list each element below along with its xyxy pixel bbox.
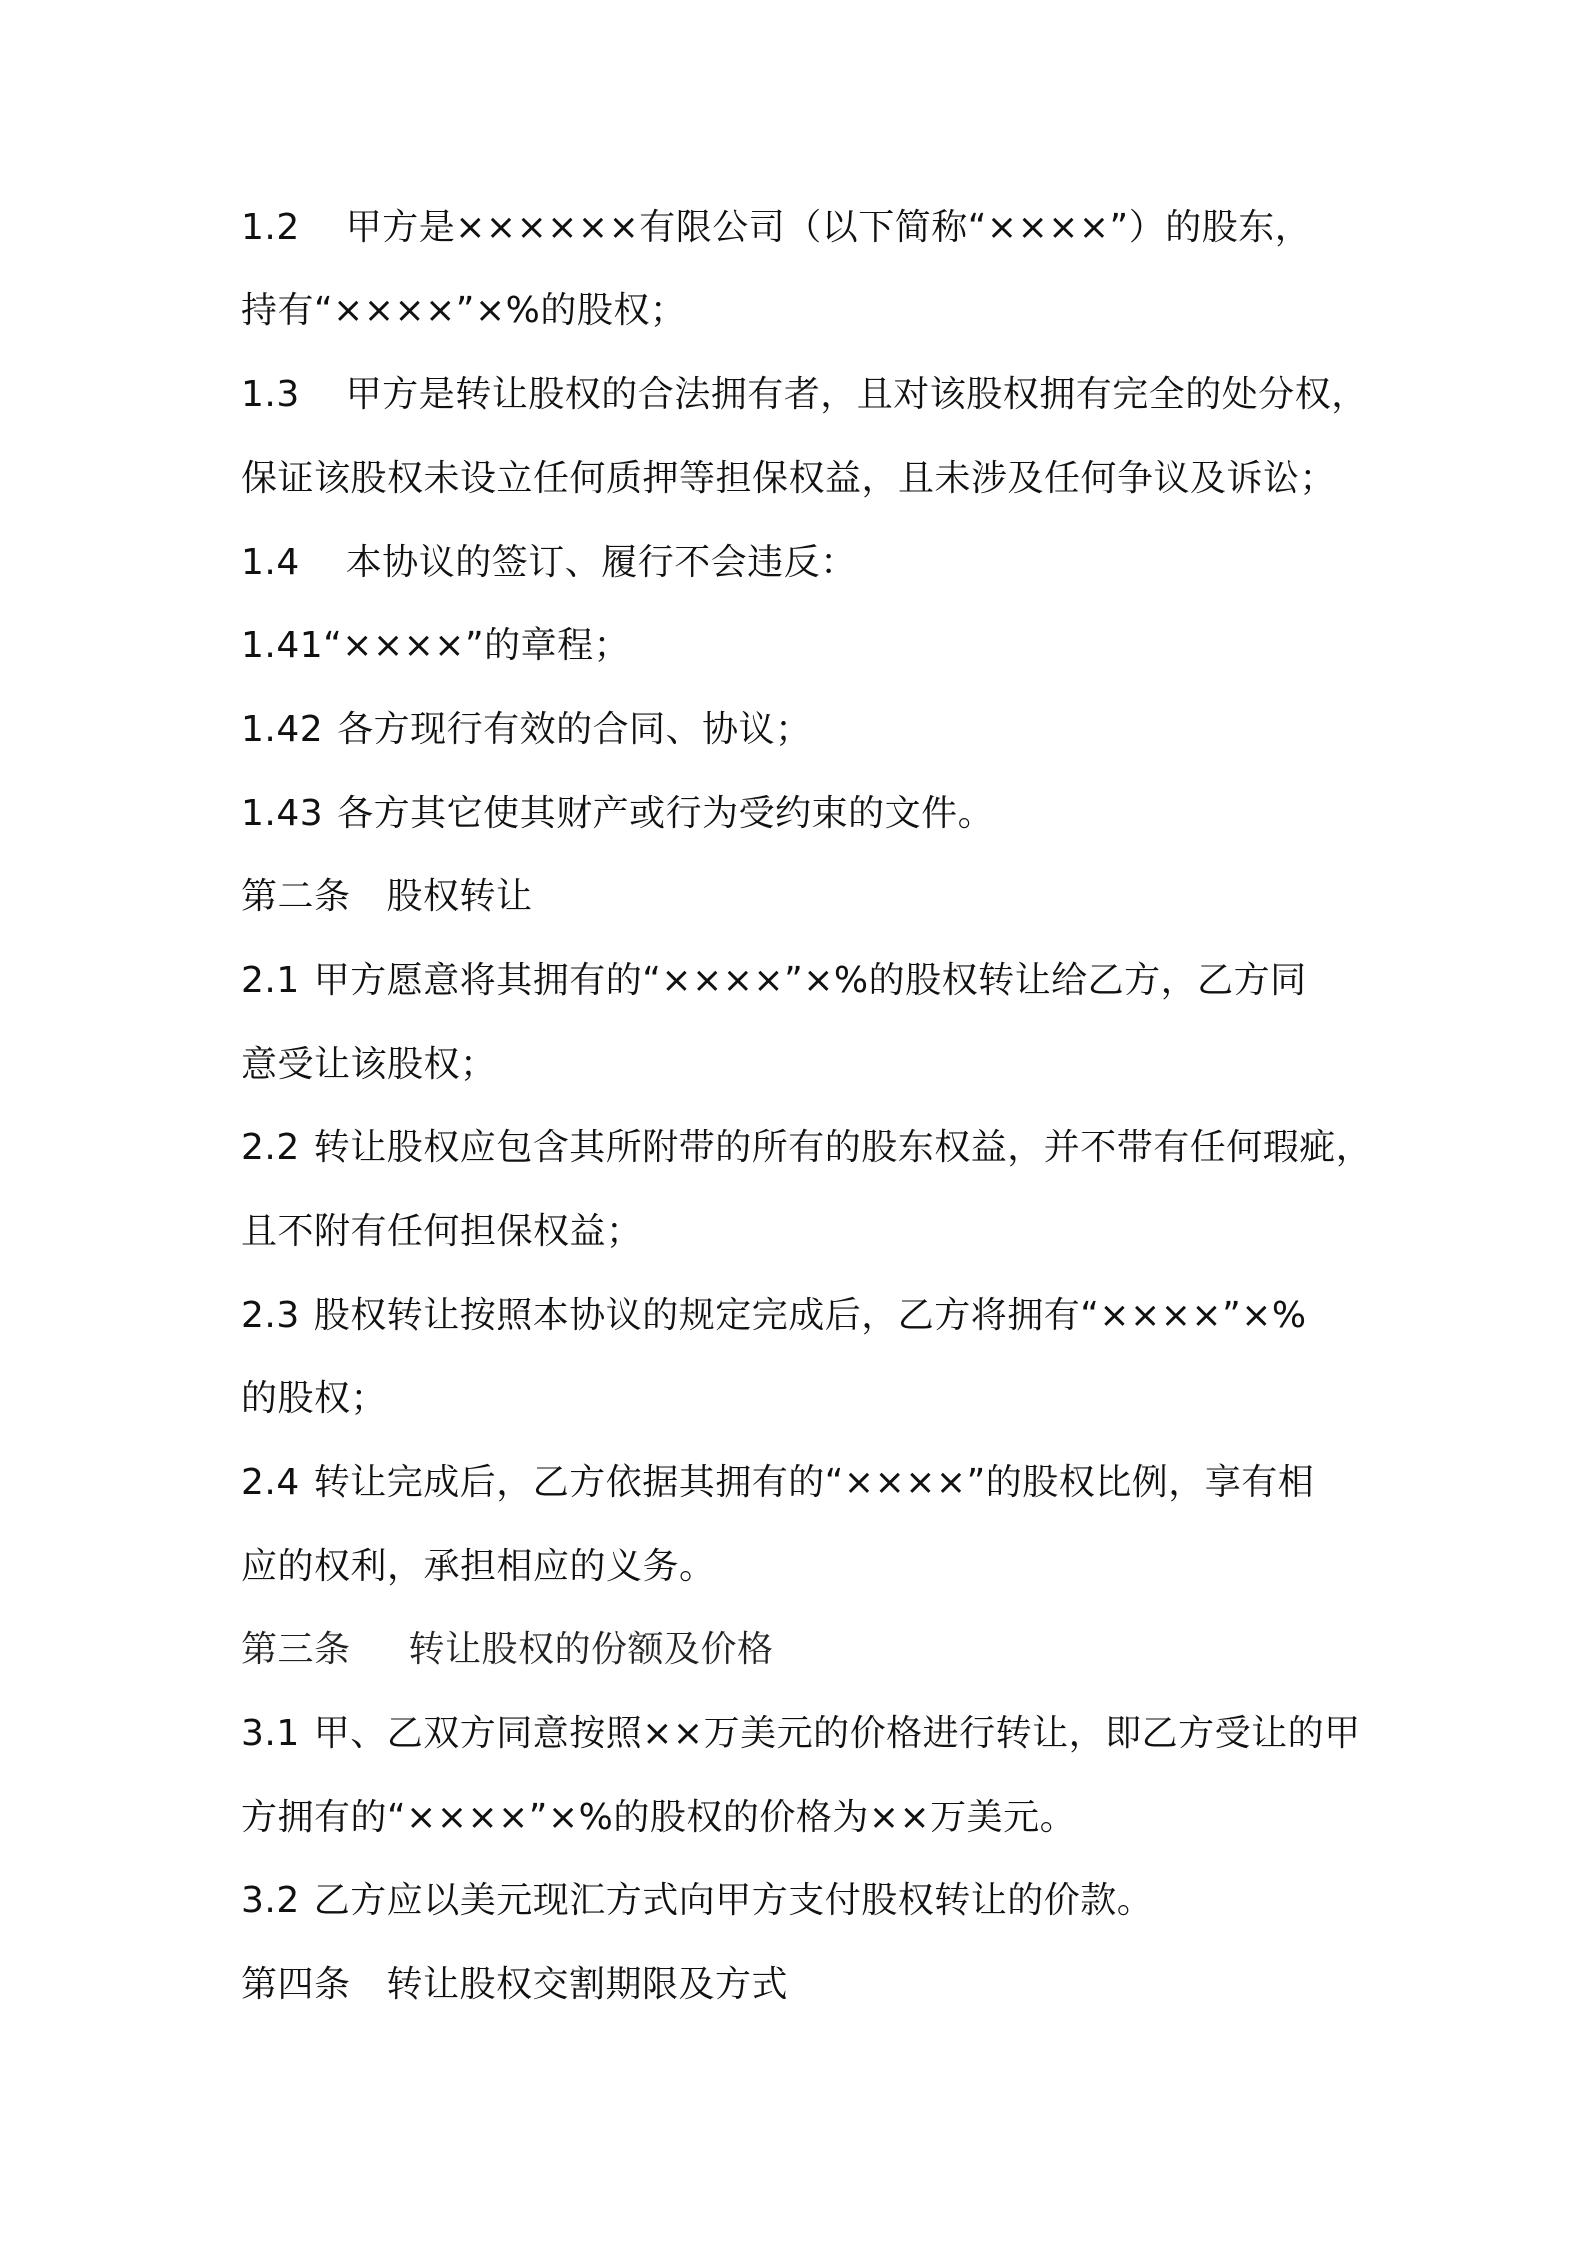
article-2-heading [241,873,1401,921]
clause-number: 1.42 [241,709,324,750]
clause-text: 各方现行有效的合同、协议； [337,709,812,750]
clause-text: 本协议的签订、履行不会违反： [345,542,857,583]
clause-1-2-line-2 [241,287,1401,335]
clause-text: 甲方是××××××有限公司（以下简称“××××”）的股东， [345,207,1312,248]
clause-1-42 [241,706,1401,754]
clause-text: 方拥有的“××××”×%的股权的价格为××万美元。 [241,1797,1077,1838]
clause-text: 的股权； [241,1378,388,1419]
clause-number: 2.2 [241,1127,300,1168]
clause-text: 乙方应以美元现汇方式向甲方支付股权转让的价款。 [313,1880,1154,1921]
clause-text: 各方其它使其财产或行为受约束的文件。 [337,793,995,834]
article-4-heading [241,1961,1401,2009]
clause-number: 1.4 [241,542,300,583]
clause-number: 1.3 [241,374,300,415]
clause-text: 转让完成后，乙方依据其拥有的“××××”的股权比例，享有相 [313,1462,1315,1503]
clause-3-1-line-1 [241,1710,1401,1758]
clause-text: 甲、乙双方同意按照××万美元的价格进行转让，即乙方受让的甲 [313,1713,1361,1754]
clause-number: 1.41 [241,625,324,666]
clause-text: 甲方愿意将其拥有的“××××”×%的股权转让给乙方，乙方同 [313,960,1307,1001]
clause-2-4-line-2 [241,1543,1401,1591]
clause-text: 意受让该股权； [241,1044,497,1085]
clause-text: 股权转让按照本协议的规定完成后，乙方将拥有“××××”×% [313,1295,1307,1336]
clause-2-1-line-1 [241,957,1401,1005]
clause-1-43 [241,790,1401,838]
clause-1-4 [241,539,1401,587]
clause-text: 转让股权应包含其所附带的所有的股东权益，并不带有任何瑕疵， [313,1127,1373,1168]
clause-3-2 [241,1877,1401,1925]
clause-1-3-line-2 [241,455,1401,503]
clause-2-2-line-2 [241,1208,1401,1256]
article-title: 转让股权的份额及价格 [408,1629,774,1670]
article-number: 第二条 [241,876,351,917]
clause-text: 持有“××××”×%的股权； [241,290,687,331]
article-3-heading [241,1626,1401,1674]
clause-number: 3.1 [241,1713,300,1754]
clause-3-1-line-2 [241,1794,1401,1842]
article-title: 转让股权交割期限及方式 [386,1964,789,2005]
clause-1-41 [241,622,1401,670]
clause-text: “××××”的章程； [323,625,631,666]
article-title: 股权转让 [386,876,533,917]
clause-2-3-line-2 [241,1375,1401,1423]
clause-1-3-line-1 [241,371,1401,419]
clause-text: 保证该股权未设立任何质押等担保权益，且未涉及任何争议及诉讼； [241,458,1337,499]
article-number: 第三条 [241,1629,351,1670]
clause-2-1-line-2 [241,1041,1401,1089]
clause-2-4-line-1 [241,1459,1401,1507]
clause-text: 甲方是转让股权的合法拥有者，且对该股权拥有完全的处分权， [345,374,1368,415]
clause-number: 2.3 [241,1295,300,1336]
clause-number: 3.2 [241,1880,300,1921]
clause-number: 2.1 [241,960,300,1001]
clause-text: 应的权利，承担相应的义务。 [241,1546,716,1587]
clause-text: 且不附有任何担保权益； [241,1211,643,1252]
clause-number: 2.4 [241,1462,300,1503]
clause-number: 1.2 [241,207,300,248]
clause-2-3-line-1 [241,1292,1401,1340]
article-number: 第四条 [241,1964,351,2005]
clause-2-2-line-1 [241,1124,1401,1172]
clause-number: 1.43 [241,793,324,834]
clause-1-2-line-1 [241,204,1401,252]
